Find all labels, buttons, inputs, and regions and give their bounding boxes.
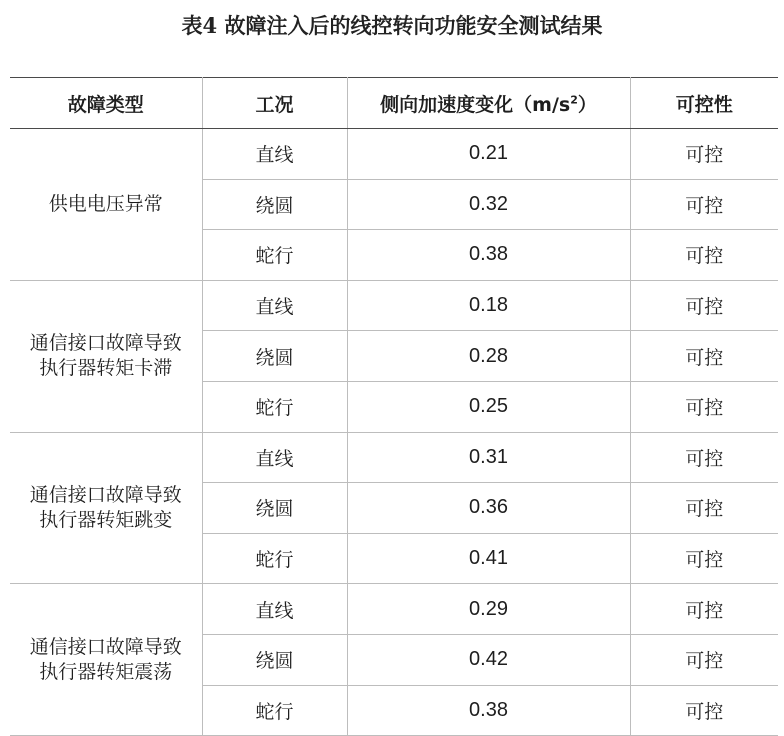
controllability-cell: 可控 bbox=[630, 179, 778, 230]
accel-change-cell: 0.38 bbox=[347, 685, 630, 736]
fault-type-cell bbox=[10, 129, 202, 281]
header-accel-change-prefix: 侧向加速度变化（m/s bbox=[380, 93, 571, 116]
fault-type-cell bbox=[10, 432, 202, 584]
accel-change-cell: 0.29 bbox=[347, 584, 630, 635]
fault-type-line: 通信接口故障导致 bbox=[29, 332, 182, 355]
accel-change-cell: 0.25 bbox=[347, 381, 630, 432]
accel-change-cell: 0.36 bbox=[347, 483, 630, 534]
fault-type-line: 通信接口故障导致 bbox=[29, 483, 182, 506]
header-row bbox=[10, 78, 778, 129]
controllability-cell: 可控 bbox=[630, 634, 778, 685]
fault-type-line: 执行器转矩跳变 bbox=[39, 508, 173, 531]
controllability-cell: 可控 bbox=[630, 584, 778, 635]
header-accel-change bbox=[347, 78, 630, 129]
controllability-cell: 可控 bbox=[630, 533, 778, 584]
condition-cell: 直线 bbox=[202, 129, 347, 180]
header-accel-change-exponent: 2 bbox=[570, 93, 578, 107]
table-row bbox=[10, 584, 778, 635]
condition-cell: 绕圆 bbox=[202, 634, 347, 685]
accel-change-cell: 0.28 bbox=[347, 331, 630, 382]
condition-cell: 直线 bbox=[202, 584, 347, 635]
table-row bbox=[10, 280, 778, 331]
fault-type-cell bbox=[10, 584, 202, 736]
accel-change-cell: 0.42 bbox=[347, 634, 630, 685]
accel-change-cell: 0.41 bbox=[347, 533, 630, 584]
header-accel-change-suffix: ） bbox=[577, 93, 597, 116]
controllability-cell: 可控 bbox=[630, 331, 778, 382]
accel-change-cell: 0.21 bbox=[347, 129, 630, 180]
header-condition: 工况 bbox=[202, 78, 347, 129]
table-row bbox=[10, 432, 778, 483]
fault-type-line: 通信接口故障导致 bbox=[29, 635, 182, 658]
fault-type-line: 执行器转矩卡滞 bbox=[39, 357, 173, 380]
controllability-cell: 可控 bbox=[630, 230, 778, 281]
condition-cell: 蛇行 bbox=[202, 381, 347, 432]
condition-cell: 绕圆 bbox=[202, 483, 347, 534]
condition-cell: 蛇行 bbox=[202, 230, 347, 281]
header-controllability: 可控性 bbox=[630, 78, 778, 129]
condition-cell: 蛇行 bbox=[202, 685, 347, 736]
condition-cell: 蛇行 bbox=[202, 533, 347, 584]
controllability-cell: 可控 bbox=[630, 685, 778, 736]
controllability-cell: 可控 bbox=[630, 381, 778, 432]
condition-cell: 直线 bbox=[202, 280, 347, 331]
controllability-cell: 可控 bbox=[630, 129, 778, 180]
controllability-cell: 可控 bbox=[630, 432, 778, 483]
table-body bbox=[10, 129, 778, 736]
condition-cell: 绕圆 bbox=[202, 179, 347, 230]
controllability-cell: 可控 bbox=[630, 280, 778, 331]
fault-type-cell bbox=[10, 280, 202, 432]
table-title: 表4 故障注入后的线控转向功能安全测试结果 bbox=[181, 13, 603, 38]
fault-type-line: 供电电压异常 bbox=[48, 192, 163, 215]
accel-change-cell: 0.31 bbox=[347, 432, 630, 483]
condition-cell: 绕圆 bbox=[202, 331, 347, 382]
accel-change-cell: 0.38 bbox=[347, 230, 630, 281]
fault-type-line: 执行器转矩震荡 bbox=[39, 660, 173, 683]
accel-change-cell: 0.32 bbox=[347, 179, 630, 230]
accel-change-cell: 0.18 bbox=[347, 280, 630, 331]
results-table bbox=[10, 77, 778, 736]
controllability-cell: 可控 bbox=[630, 483, 778, 534]
header-fault-type: 故障类型 bbox=[10, 78, 202, 129]
table-row bbox=[10, 129, 778, 180]
condition-cell: 直线 bbox=[202, 432, 347, 483]
